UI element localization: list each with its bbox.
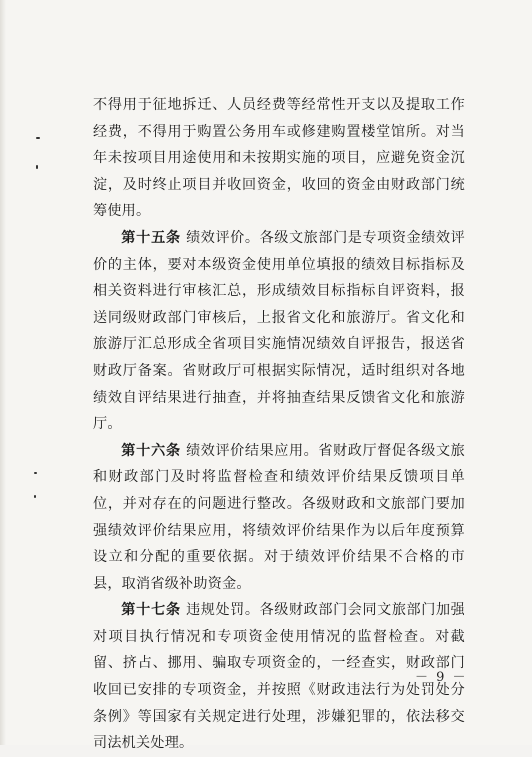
- paragraph-text: 绩效评价。各级文旅部门是专项资金绩效评价的主体，要对本级资金使用单位填报的绩效目标指标及相关资料进行审核汇总，形成绩效目标指标自评资料，报送同级财政部门审核后，上报省文化和旅游厅。省文化和旅游厅汇总形成全省项目实施情况绩效自评报告，报送省财政厅备案。省财政厅可根据实际情况，适时组织对各地绩效自评结果进行抽查，并将抽查结果反馈省文化和旅游厅。: [93, 229, 466, 433]
- document-body: [93, 92, 465, 757]
- page-number: － 9 －: [415, 670, 468, 685]
- article-17-paragraph: [93, 597, 465, 757]
- article-16-paragraph: [93, 438, 465, 598]
- paragraph-text: 不得用于征地拆迁、人员经费等经常性开支以及提取工作经费，不得用于购置公务用车或修建购置楼堂馆所。对当年未按项目用途使用和未按期实施的项目，应避免资金沉淀，及时终止项目并收回资金，收回的资金由财政部门统筹使用。: [93, 97, 465, 220]
- paragraph-text: 违规处罚。各级财政部门会同文旅部门加强对项目执行情况和专项资金使用情况的监督检查。对截留、挤占、挪用、骗取专项资金的，一经查实，财政部门收回已安排的专项资金，并按照《财政违法行为处罚处分条例》等国家有关规定进行处理，涉嫌犯罪的，依法移交司法机关处理。: [93, 602, 466, 752]
- binding-mark: [36, 165, 38, 169]
- article-heading: 第十六条: [121, 442, 181, 459]
- binding-mark: [36, 137, 40, 139]
- page-edge-shadow: [0, 0, 6, 745]
- paragraph-continuation: [93, 92, 465, 225]
- article-heading: 第十五条: [121, 229, 181, 246]
- article-15-paragraph: [93, 225, 465, 438]
- article-heading: 第十七条: [121, 602, 181, 619]
- paragraph-text: 绩效评价结果应用。省财政厅督促各级文旅和财政部门及时将监督检查和绩效评价结果反馈项目单位，并对存在的问题进行整改。各级财政和文旅部门要加强绩效评价结果应用，将绩效评价结果作为以后年度预算设立和分配的重要依据。对于绩效评价结果不合格的市县，取消省级补助资金。: [93, 442, 466, 592]
- binding-mark: [34, 495, 36, 498]
- binding-mark: [34, 472, 37, 474]
